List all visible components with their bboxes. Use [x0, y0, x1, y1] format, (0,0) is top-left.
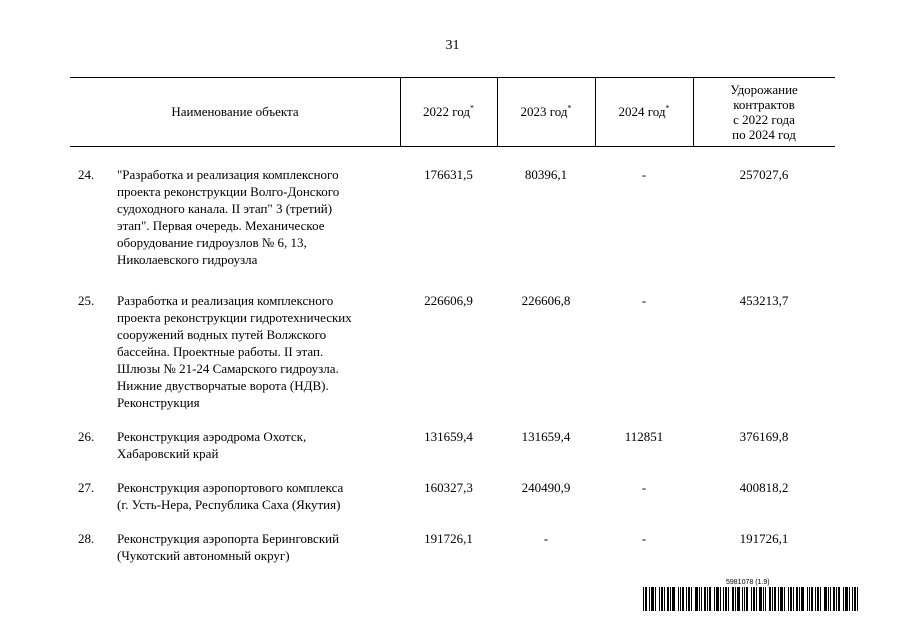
- barcode-bar: [784, 587, 785, 611]
- barcode-bar: [670, 587, 671, 611]
- footnote-mark: *: [470, 103, 474, 113]
- header-2024: 2024 год*: [618, 103, 670, 119]
- barcode-bar: [796, 587, 798, 611]
- header-2022: 2022 год*: [423, 103, 474, 119]
- barcode-bar: [701, 587, 702, 611]
- value-2023: 226606,8: [521, 293, 571, 308]
- value-total: 400818,2: [739, 480, 789, 495]
- footnote-mark: *: [665, 103, 670, 113]
- value-2022: 226606,9: [424, 293, 473, 308]
- object-name: Разработка и реализация комплексного проекта реконструкции гидротехнических сооружений водных путей Волжского бассейна. Проектные работы. II этап. Шлюзы № 21-24 Самарского гидроузла. Нижние двустворчатые ворота (НДВ). Реконструкция: [117, 293, 352, 410]
- barcode-bar: [664, 587, 665, 611]
- value-2022: 131659,4: [424, 429, 473, 444]
- value-2022: 191726,1: [424, 531, 473, 546]
- object-name: Реконструкция аэропортового комплекса (г. Усть-Нера, Республика Саха (Якутия): [117, 480, 344, 512]
- barcode-bar: [732, 587, 734, 611]
- barcode-bar: [820, 587, 821, 611]
- value-2022: 160327,3: [424, 480, 473, 495]
- header-2023: 2023 год*: [520, 103, 572, 119]
- barcode-bar: [845, 587, 848, 611]
- barcode-bar: [714, 587, 715, 611]
- object-name: "Разработка и реализация комплексного проекта реконструкции Волго-Донского судоходного канала. II этап" 3 (третий) этап". Первая очередь. Механическое оборудование гидроузлов № 6, 13, Николаевского гидроузла: [117, 167, 340, 267]
- barcode-bar: [780, 587, 783, 611]
- barcode-bar: [682, 587, 684, 611]
- barcode-bar: [695, 587, 698, 611]
- barcode-bar: [704, 587, 706, 611]
- barcode-bar: [725, 587, 727, 611]
- barcode-bar: [833, 587, 835, 611]
- barcode-bar: [716, 587, 719, 611]
- barcode-bar: [807, 587, 808, 611]
- barcode-bar: [811, 587, 813, 611]
- barcode-bar: [756, 587, 757, 611]
- table-row: [70, 428, 835, 479]
- barcode-bar: [838, 587, 840, 611]
- barcode-bar: [843, 587, 844, 611]
- value-2024: -: [641, 293, 647, 308]
- barcode-bar: [751, 587, 752, 611]
- value-2024: -: [641, 480, 647, 495]
- value-2023: -: [543, 531, 549, 546]
- value-2024: -: [641, 531, 647, 546]
- table-row: [70, 479, 835, 530]
- barcode-bar: [728, 587, 729, 611]
- barcode-bar: [793, 587, 794, 611]
- barcode-bar: [742, 587, 743, 611]
- value-2023: 240490,9: [521, 480, 571, 495]
- barcode-bar: [737, 587, 740, 611]
- barcode-bar: [649, 587, 650, 611]
- value-2024: 112851: [624, 429, 664, 444]
- row-number: 24.: [78, 167, 95, 182]
- header-name: Наименование объекта: [171, 104, 299, 119]
- barcode-bar: [699, 587, 700, 611]
- value-2024: -: [641, 167, 647, 182]
- barcode-bar: [661, 587, 663, 611]
- barcode-bar: [830, 587, 831, 611]
- barcode-bar: [645, 587, 647, 611]
- barcode-label: 5981078 (1.9): [726, 579, 770, 586]
- barcode-bar: [790, 587, 792, 611]
- row-number: 28.: [78, 531, 95, 546]
- barcode-bar: [788, 587, 789, 611]
- barcode-bar: [772, 587, 773, 611]
- barcode-bar: [735, 587, 736, 611]
- barcode-bar: [707, 587, 708, 611]
- barcode-bar: [799, 587, 800, 611]
- barcode-bar: [723, 587, 724, 611]
- barcode-bar: [815, 587, 816, 611]
- row-number: 25.: [78, 293, 95, 308]
- value-total: 376169,8: [739, 429, 789, 444]
- barcode-bar: [691, 587, 692, 611]
- barcode-bar: [801, 587, 804, 611]
- barcode-bar: [672, 587, 675, 611]
- table-row: [70, 166, 835, 292]
- object-name: Реконструкция аэродрома Охотск, Хабаровский край: [117, 429, 307, 461]
- barcode-bar: [763, 587, 764, 611]
- table-row: [70, 292, 835, 428]
- row-number: 26.: [78, 429, 95, 444]
- barcode-bar: [651, 587, 654, 611]
- value-total: 257027,6: [739, 167, 789, 182]
- barcode-bar: [769, 587, 771, 611]
- barcode-bar: [667, 587, 669, 611]
- barcode-bar: [778, 587, 779, 611]
- barcode-bar: [709, 587, 711, 611]
- barcode-bar: [744, 587, 745, 611]
- barcode-bar: [828, 587, 829, 611]
- barcode-bar: [774, 587, 776, 611]
- row-number: 27.: [78, 480, 95, 495]
- barcode-bar: [686, 587, 687, 611]
- barcode-bar: [836, 587, 837, 611]
- table-header-rule: [70, 146, 835, 147]
- barcode-bar: [857, 587, 858, 611]
- barcode: [643, 587, 860, 611]
- barcode-bar: [759, 587, 762, 611]
- table-body: [70, 166, 835, 570]
- value-total: 453213,7: [739, 293, 789, 308]
- table-row: [70, 530, 835, 570]
- barcode-bar: [809, 587, 810, 611]
- footnote-mark: *: [567, 103, 572, 113]
- value-total: 191726,1: [739, 531, 789, 546]
- barcode-bar: [854, 587, 856, 611]
- barcode-bar: [688, 587, 690, 611]
- barcode-bar: [753, 587, 755, 611]
- barcode-bar: [849, 587, 850, 611]
- barcode-bar: [680, 587, 681, 611]
- barcode-bar: [678, 587, 679, 611]
- barcode-bar: [746, 587, 748, 611]
- value-2023: 80396,1: [524, 167, 568, 182]
- barcode-bar: [643, 587, 644, 611]
- header-cost-increase: Удорожание контрактов с 2022 года по 2024 год: [730, 81, 798, 142]
- barcode-bar: [852, 587, 853, 611]
- barcode-bar: [824, 587, 827, 611]
- barcode-bar: [655, 587, 656, 611]
- barcode-bar: [817, 587, 819, 611]
- object-name: Реконструкция аэропорта Беринговский (Чукотский автономный округ): [117, 531, 340, 563]
- barcode-bar: [659, 587, 660, 611]
- barcode-bar: [765, 587, 766, 611]
- value-2023: 131659,4: [521, 429, 571, 444]
- value-2022: 176631,5: [424, 167, 473, 182]
- page-number: 31: [445, 38, 460, 53]
- barcode-bar: [720, 587, 721, 611]
